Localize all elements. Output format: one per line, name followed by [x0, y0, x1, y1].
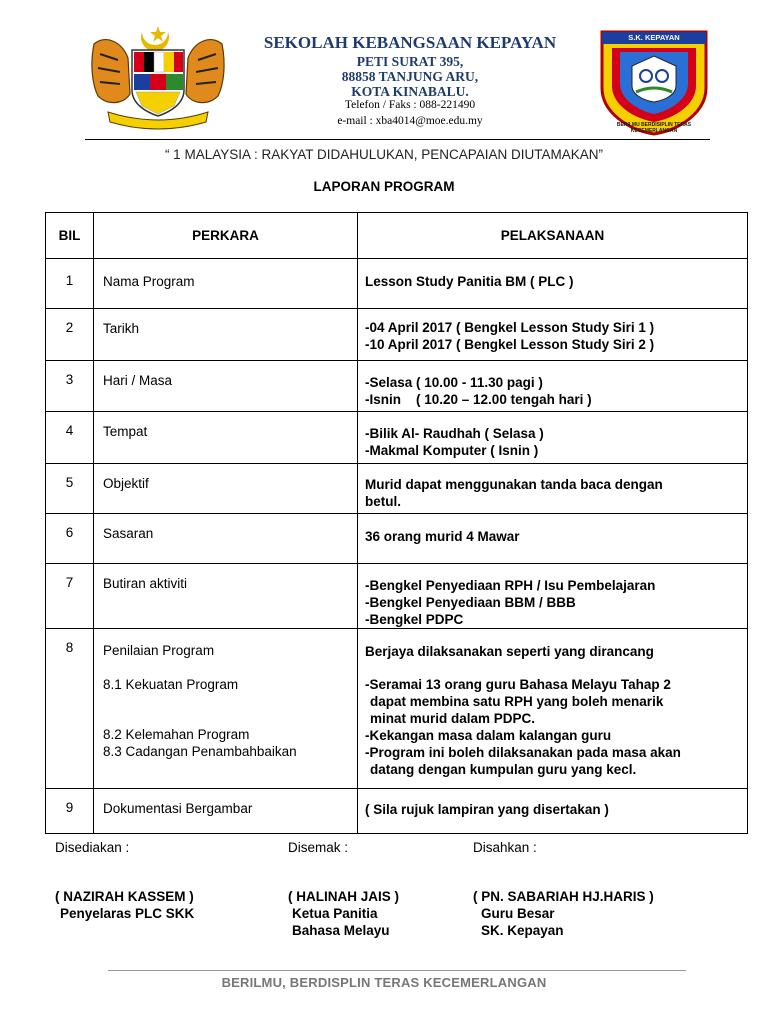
- letterhead-divider: [85, 139, 710, 140]
- footer-motto: BERILMU, BERDISPLIN TERAS KECEMERLANGAN: [221, 975, 547, 990]
- pelaksanaan-text: Murid dapat menggunakan tanda baca dengan: [365, 477, 663, 492]
- row-number: 5: [46, 464, 94, 514]
- school-name: SEKOLAH KEBANGSAAN KEPAYAN: [263, 33, 557, 52]
- address-line-2: 88858 TANJUNG ARU,: [341, 69, 479, 84]
- pelaksanaan-text: -Isnin ( 10.20 – 12.00 tengah hari ): [365, 392, 592, 407]
- row-perkara: [94, 361, 358, 412]
- table-row: [46, 412, 748, 464]
- checked-by-label: Disemak :: [288, 840, 349, 855]
- table-row: [46, 464, 748, 514]
- perkara-text: Tempat: [103, 424, 148, 439]
- perkara-text: Dokumentasi Bergambar: [103, 801, 253, 816]
- table-row: [46, 629, 748, 789]
- row-perkara: [94, 412, 358, 464]
- pelaksanaan-text: betul.: [365, 494, 401, 509]
- table-row: [46, 259, 748, 309]
- header-pelaksanaan: PELAKSANAAN: [358, 213, 748, 259]
- perkara-text: Penilaian Program: [103, 643, 215, 658]
- table-row: [46, 564, 748, 629]
- email-address: e-mail : xba4014@moe.edu.my: [337, 115, 483, 127]
- pelaksanaan-text: 36 orang murid 4 Mawar: [365, 529, 520, 544]
- pelaksanaan-text: Berjaya dilaksanakan seperti yang dirancang: [365, 644, 654, 659]
- table-row: [46, 361, 748, 412]
- row-pelaksanaan: [358, 259, 748, 309]
- approved-by-name: ( PN. SABARIAH HJ.HARIS ): [473, 889, 654, 904]
- header-perkara: PERKARA: [94, 213, 358, 259]
- row-pelaksanaan: [358, 309, 748, 361]
- badge-banner: S.K. KEPAYAN: [628, 33, 680, 42]
- row-perkara: [94, 309, 358, 361]
- school-badge-icon: [596, 26, 712, 136]
- badge-motto: BERILMU BERDISIPLIN TERAS KECEMERLANGAN: [616, 122, 692, 134]
- pelaksanaan-text: -Selasa ( 10.00 - 11.30 pagi ): [365, 375, 543, 390]
- perkara-text: 8.1 Kekuatan Program: [103, 677, 239, 692]
- row-perkara: [94, 789, 358, 834]
- report-table: [45, 212, 748, 834]
- table-row: [46, 514, 748, 564]
- pelaksanaan-text: -Makmal Komputer ( Isnin ): [365, 443, 539, 458]
- row-number: 8: [46, 629, 94, 789]
- checked-by-role-2: Bahasa Melayu: [292, 923, 390, 938]
- row-perkara: [94, 259, 358, 309]
- checked-by-role: Ketua Panitia: [292, 906, 378, 921]
- report-title: LAPORAN PROGRAM: [313, 179, 455, 194]
- perkara-text: 8.3 Cadangan Penambahbaikan: [103, 744, 297, 759]
- pelaksanaan-text: -Seramai 13 orang guru Bahasa Melayu Tahap 2: [365, 677, 671, 692]
- pelaksanaan-text: ( Sila rujuk lampiran yang disertakan ): [365, 802, 609, 817]
- pelaksanaan-text: -10 April 2017 ( Bengkel Lesson Study Siri 2 ): [365, 337, 655, 352]
- pelaksanaan-text: Lesson Study Panitia BM ( PLC ): [365, 274, 574, 289]
- perkara-text: 8.2 Kelemahan Program: [103, 727, 250, 742]
- pelaksanaan-text: -Program ini boleh dilaksanakan pada masa akan: [365, 745, 681, 760]
- perkara-text: Objektif: [103, 476, 149, 491]
- row-number: 1: [46, 259, 94, 309]
- table-header-row: [46, 213, 748, 259]
- row-number: 2: [46, 309, 94, 361]
- pelaksanaan-text: -Bengkel Penyediaan BBM / BBB: [365, 595, 576, 610]
- header-bil: BIL: [46, 213, 94, 259]
- row-perkara: [94, 464, 358, 514]
- pelaksanaan-text: minat murid dalam PDPC.: [370, 711, 536, 726]
- perkara-text: Hari / Masa: [103, 373, 173, 388]
- address-line-1: PETI SURAT 395,: [356, 54, 464, 69]
- row-number: 9: [46, 789, 94, 834]
- pelaksanaan-text: -Bengkel Penyediaan RPH / Isu Pembelajaran: [365, 578, 656, 593]
- checked-by-name: ( HALINAH JAIS ): [288, 889, 399, 904]
- prepared-by-label: Disediakan :: [55, 840, 130, 855]
- table-row: [46, 789, 748, 834]
- approved-by-role: Guru Besar: [481, 906, 555, 921]
- perkara-text: Tarikh: [103, 321, 140, 336]
- row-number: 6: [46, 514, 94, 564]
- row-pelaksanaan: [358, 361, 748, 412]
- row-pelaksanaan: [358, 514, 748, 564]
- table-row: [46, 309, 748, 361]
- row-perkara: [94, 514, 358, 564]
- row-pelaksanaan: [358, 464, 748, 514]
- perkara-text: Sasaran: [103, 526, 154, 541]
- perkara-text: Nama Program: [103, 274, 195, 289]
- phone-fax: Telefon / Faks : 088-221490: [344, 99, 476, 111]
- pelaksanaan-text: -04 April 2017 ( Bengkel Lesson Study Siri 1 ): [365, 320, 655, 335]
- slogan: “ 1 MALAYSIA : RAKYAT DIDAHULUKAN, PENCAPAIAN DIUTAMAKAN”: [164, 147, 604, 162]
- row-perkara: [94, 564, 358, 629]
- row-number: 7: [46, 564, 94, 629]
- pelaksanaan-text: -Bilik Al- Raudhah ( Selasa ): [365, 426, 544, 441]
- pelaksanaan-text: -Kekangan masa dalam kalangan guru: [365, 728, 612, 743]
- row-pelaksanaan: [358, 629, 748, 789]
- approved-by-label: Disahkan :: [473, 840, 537, 855]
- pelaksanaan-text: datang dengan kumpulan guru yang kecl.: [370, 762, 637, 777]
- coat-of-arms-icon: [88, 24, 228, 130]
- row-perkara: [94, 629, 358, 789]
- row-pelaksanaan: [358, 564, 748, 629]
- address-line-3: KOTA KINABALU.: [351, 84, 469, 99]
- row-number: 4: [46, 412, 94, 464]
- row-pelaksanaan: [358, 412, 748, 464]
- prepared-by-name: ( NAZIRAH KASSEM ): [55, 889, 194, 904]
- perkara-text: Butiran aktiviti: [103, 576, 188, 591]
- row-pelaksanaan: [358, 789, 748, 834]
- row-number: 3: [46, 361, 94, 412]
- pelaksanaan-text: -Bengkel PDPC: [365, 612, 464, 627]
- pelaksanaan-text: dapat membina satu RPH yang boleh menarik: [370, 694, 664, 709]
- footer-divider: [108, 970, 686, 971]
- approved-by-role-2: SK. Kepayan: [481, 923, 564, 938]
- prepared-by-role: Penyelaras PLC SKK: [60, 906, 195, 921]
